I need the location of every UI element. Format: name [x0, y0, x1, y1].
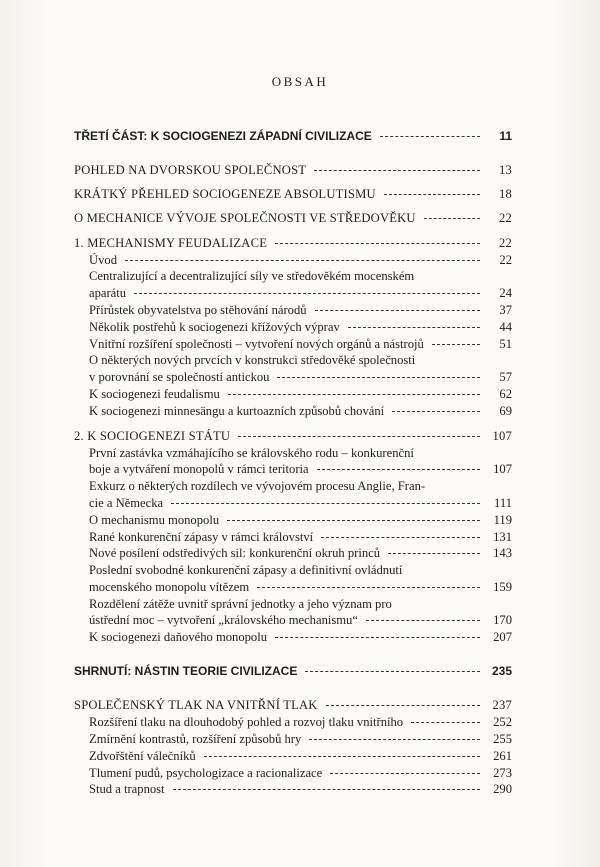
toc-entry-page: 51: [499, 337, 512, 351]
toc-entry-page: 170: [493, 613, 512, 627]
toc-entry: [89, 386, 512, 402]
toc-entry-label: Poslední svobodné konkurenční zápasy a definitivní ovládnutí: [89, 563, 403, 577]
toc-entry-label: Rané konkurenční zápasy v rámci království: [89, 530, 314, 544]
toc-entry-page: 290: [493, 782, 512, 796]
toc-entry-page: 119: [493, 513, 512, 527]
toc-entry-label: Zdvořštění válečníků: [89, 749, 196, 763]
toc-entry-label: 2. K SOCIOGENEZI STÁTU: [74, 429, 231, 443]
dot-leader: [314, 170, 480, 171]
toc-entry-page: 22: [499, 236, 512, 250]
toc-entry-label: První zastávka vzmáhajícího se královského rodu – konkurenční: [89, 446, 414, 460]
dot-leader: [388, 553, 480, 554]
page-title: OBSAH: [271, 74, 329, 89]
toc-entry: [89, 369, 512, 385]
dot-leader: [238, 436, 480, 437]
toc-entry-page: 37: [499, 303, 512, 317]
dot-leader: [227, 520, 480, 521]
dot-leader: [275, 243, 480, 244]
toc-entry-label: Nové posílení odstředivých sil: konkurenční okruh princů: [89, 546, 381, 560]
dot-leader: [317, 469, 480, 470]
toc-entry-label: Centralizující a decentralizující síly ve středověkém mocenském: [89, 269, 415, 283]
toc-entry-label: Úvod: [89, 253, 117, 267]
toc-entry: [89, 781, 512, 797]
toc-entry-label: boje a vytváření monopolů v rámci teritoria: [89, 462, 309, 476]
toc-entry-page: 235: [491, 664, 512, 678]
dot-leader: [424, 218, 480, 219]
toc-entry-page: 273: [493, 766, 512, 780]
toc-entry-label: cie a Německa: [89, 496, 164, 510]
toc-entry-page: 24: [499, 286, 512, 300]
toc-entry-label: Tlumení pudů, psychologizace a racionalizace: [89, 766, 323, 780]
toc-entry-page: 44: [499, 320, 512, 334]
toc-entry: [89, 461, 512, 477]
toc-entry-line: [89, 596, 512, 612]
dot-leader: [348, 327, 480, 328]
toc-entry-label: Přírůstek obyvatelstva po stěhování národů: [89, 303, 307, 317]
toc-entry-page: 252: [493, 715, 512, 729]
toc-entry-label: ústřední moc – vytvoření „královského mechanismu“: [89, 613, 358, 627]
dot-leader: [275, 637, 480, 638]
dot-leader: [204, 756, 480, 757]
toc-entry: [74, 235, 512, 251]
dot-leader: [277, 377, 480, 378]
toc-entry: [74, 186, 512, 202]
dot-leader: [315, 310, 480, 311]
toc-entry-page: 159: [493, 580, 512, 594]
toc-entry: [89, 302, 512, 318]
dot-leader: [392, 411, 480, 412]
dot-leader: [380, 136, 480, 137]
toc-entry-label: Vnitřní rozšíření společnosti – vytvoření nových orgánů a nástrojů: [89, 337, 424, 351]
toc-entry-label: KRÁTKÝ PŘEHLED SOCIOGENEZE ABSOLUTISMU: [74, 187, 376, 201]
dot-leader: [321, 537, 480, 538]
toc-entry-page: 255: [493, 732, 512, 746]
toc-entry-label: aparátu: [89, 286, 127, 300]
dot-leader: [125, 260, 480, 261]
toc-entry-page: 13: [499, 163, 512, 177]
toc-entry-page: 107: [493, 462, 512, 476]
toc-entry: [89, 629, 512, 645]
toc-entry-label: 1. MECHANISMY FEUDALIZACE: [74, 236, 268, 250]
toc-entry-page: 207: [493, 630, 512, 644]
dot-leader: [228, 394, 480, 395]
toc-entry: [89, 579, 512, 595]
toc-entry: [89, 612, 512, 628]
toc-entry: [74, 697, 512, 713]
toc-entry-label: POHLED NA DVORSKOU SPOLEČNOST: [74, 163, 307, 177]
toc-entry-line: [89, 562, 512, 578]
dot-leader: [171, 503, 480, 504]
toc-entry-label: O mechanismu monopolu: [89, 513, 220, 527]
toc-entry-label: Rozdělení zátěže uvnitř správní jednotky a jeho význam pro: [89, 597, 392, 611]
toc-entry-label: O některých nových prvcích v konstrukci středověké společnosti: [89, 353, 416, 367]
toc-entry: [89, 512, 512, 528]
toc-entry-label: Exkurz o některých rozdílech ve vývojovém procesu Anglie, Fran-: [89, 479, 426, 493]
toc-entry: [89, 319, 512, 335]
toc-entry-line: [89, 478, 512, 494]
toc-entry-page: 62: [499, 387, 512, 401]
toc-entry-label: K sociogenezi feudalismu: [89, 387, 220, 401]
toc-entry-line: [89, 445, 512, 461]
dot-leader: [411, 722, 480, 723]
dot-leader: [173, 789, 480, 790]
toc-entry-page: 131: [493, 530, 512, 544]
toc-entry: [89, 495, 512, 511]
toc-entry-line: [89, 352, 512, 368]
toc-entry-label: mocenského monopolu vítězem: [89, 580, 250, 594]
toc-entry-page: 69: [499, 404, 512, 418]
dot-leader: [309, 739, 480, 740]
toc-entry: [74, 428, 512, 444]
toc-entry: [89, 545, 512, 561]
toc-entry-page: 22: [499, 253, 512, 267]
toc-entry: [74, 210, 512, 226]
dot-leader: [134, 293, 480, 294]
toc-entry-label: Několik postřehů k sociogenezi křížových výprav: [89, 320, 340, 334]
toc-entry-page: 143: [493, 546, 512, 560]
toc-entry-label: Zmírnění kontrastů, rozšíření způsobů hry: [89, 732, 302, 746]
toc-entry: [89, 336, 512, 352]
toc-entry-page: 261: [493, 749, 512, 763]
toc-entry-label: SPOLEČENSKÝ TLAK NA VNITŘNÍ TLAK: [74, 698, 318, 712]
toc-entry-page: 57: [499, 370, 512, 384]
dot-leader: [326, 705, 480, 706]
toc-entry: [89, 403, 512, 419]
toc-entry-label: K sociogenezi daňového monopolu: [89, 630, 268, 644]
dot-leader: [366, 620, 480, 621]
toc-entry-page: 237: [492, 698, 512, 712]
toc-entry-label: SHRNUTÍ: NÁSTIN TEORIE CIVILIZACE: [74, 664, 298, 678]
toc-entry-line: [89, 268, 512, 284]
dot-leader: [384, 194, 480, 195]
toc-entry-label: TŘETÍ ČÁST: K SOCIOGENEZI ZÁPADNÍ CIVILIZACE: [74, 129, 372, 143]
toc-entry: [89, 748, 512, 764]
dot-leader: [330, 773, 480, 774]
toc-entry: [74, 162, 512, 178]
toc-entry-page: 107: [492, 429, 512, 443]
toc-entry: [89, 765, 512, 781]
toc-entry-label: v porovnání se společností antickou: [89, 370, 270, 384]
toc-entry-label: Stud a trapnost: [89, 782, 165, 796]
toc-entry-label: K sociogenezi minnesängu a kurtoazních způsobů chování: [89, 404, 385, 418]
toc-entry: [74, 128, 512, 144]
dot-leader: [257, 587, 480, 588]
toc-entry-label: Rozšíření tlaku na dlouhodobý pohled a rozvoj tlaku vnitřního: [89, 715, 404, 729]
dot-leader: [432, 344, 480, 345]
toc-entry: [89, 714, 512, 730]
toc-entry-page: 11: [499, 129, 512, 143]
toc-entry: [89, 285, 512, 301]
toc-entry: [89, 252, 512, 268]
toc-entry: [74, 663, 512, 679]
dot-leader: [305, 671, 480, 672]
toc-entry-label: O MECHANICE VÝVOJE SPOLEČNOSTI VE STŘEDOVĚKU: [74, 211, 416, 225]
toc-entry: [89, 731, 512, 747]
toc-entry-page: 18: [499, 187, 512, 201]
toc-entry: [89, 529, 512, 545]
toc-entry-page: 111: [494, 496, 512, 510]
toc-entry-page: 22: [499, 211, 512, 225]
